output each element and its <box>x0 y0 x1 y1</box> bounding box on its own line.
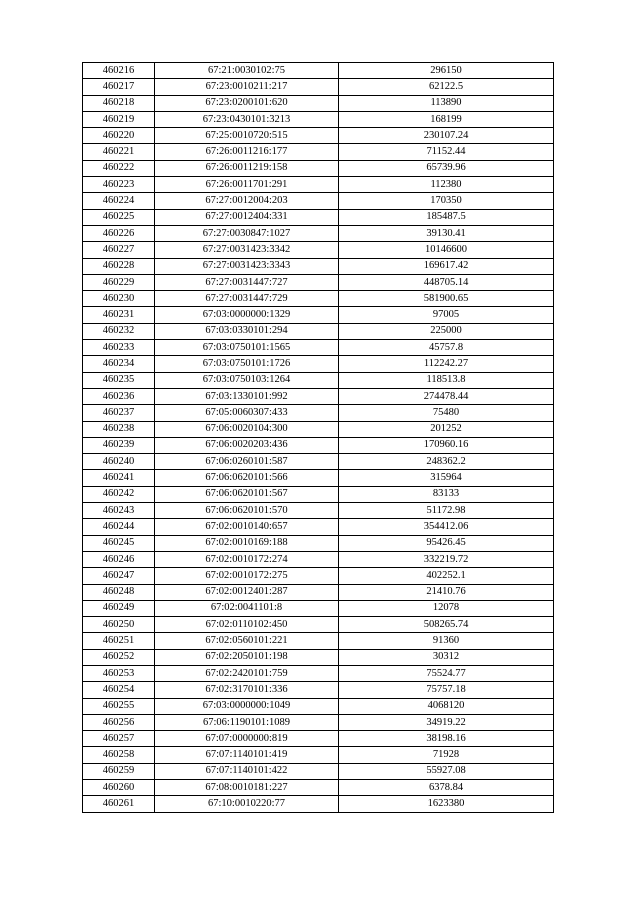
cadastral-number-cell: 67:02:0010172:275 <box>155 568 339 584</box>
table-row <box>83 242 554 258</box>
value-cell: 4068120 <box>339 698 554 714</box>
table-row <box>83 193 554 209</box>
cadastral-number-cell: 67:23:0430101:3213 <box>155 111 339 127</box>
cadastral-number-cell: 67:06:0260101:587 <box>155 454 339 470</box>
record-id-cell: 460258 <box>83 747 155 763</box>
cadastral-number-cell: 67:06:0620101:570 <box>155 503 339 519</box>
cadastral-number-cell: 67:23:0010211:217 <box>155 79 339 95</box>
value-cell: 6378.84 <box>339 780 554 796</box>
value-cell: 75757.18 <box>339 682 554 698</box>
value-cell: 39130.41 <box>339 225 554 241</box>
cadastral-number-cell: 67:25:0010720:515 <box>155 128 339 144</box>
value-cell: 118513.8 <box>339 372 554 388</box>
table-row <box>83 225 554 241</box>
table-row <box>83 584 554 600</box>
table-row <box>83 209 554 225</box>
cadastral-number-cell: 67:03:0330101:294 <box>155 323 339 339</box>
record-id-cell: 460228 <box>83 258 155 274</box>
record-id-cell: 460221 <box>83 144 155 160</box>
cadastral-number-cell: 67:02:0012401:287 <box>155 584 339 600</box>
record-id-cell: 460232 <box>83 323 155 339</box>
table-row <box>83 763 554 779</box>
table-row <box>83 144 554 160</box>
cadastral-number-cell: 67:06:0020203:436 <box>155 437 339 453</box>
value-cell: 75480 <box>339 405 554 421</box>
record-id-cell: 460246 <box>83 551 155 567</box>
value-cell: 225000 <box>339 323 554 339</box>
cadastral-number-cell: 67:26:0011701:291 <box>155 177 339 193</box>
table-row <box>83 665 554 681</box>
record-id-cell: 460219 <box>83 111 155 127</box>
table-row <box>83 111 554 127</box>
record-id-cell: 460248 <box>83 584 155 600</box>
cadastral-number-cell: 67:02:0110102:450 <box>155 617 339 633</box>
value-cell: 45757.8 <box>339 340 554 356</box>
table-row <box>83 551 554 567</box>
cadastral-number-cell: 67:27:0030847:1027 <box>155 225 339 241</box>
value-cell: 112380 <box>339 177 554 193</box>
value-cell: 10146600 <box>339 242 554 258</box>
cadastral-number-cell: 67:03:1330101:992 <box>155 388 339 404</box>
record-id-cell: 460253 <box>83 665 155 681</box>
table-row <box>83 503 554 519</box>
cadastral-number-cell: 67:03:0750101:1726 <box>155 356 339 372</box>
table-row <box>83 454 554 470</box>
record-id-cell: 460239 <box>83 437 155 453</box>
cadastral-number-cell: 67:23:0200101:620 <box>155 95 339 111</box>
value-cell: 65739.96 <box>339 160 554 176</box>
table-row <box>83 274 554 290</box>
cadastral-number-cell: 67:03:0000000:1329 <box>155 307 339 323</box>
cadastral-number-cell: 67:02:0560101:221 <box>155 633 339 649</box>
table-row <box>83 356 554 372</box>
record-id-cell: 460235 <box>83 372 155 388</box>
table-row <box>83 600 554 616</box>
cadastral-number-cell: 67:27:0031447:729 <box>155 291 339 307</box>
table-row <box>83 535 554 551</box>
record-id-cell: 460216 <box>83 63 155 79</box>
cadastral-number-cell: 67:26:0011216:177 <box>155 144 339 160</box>
records-table <box>82 62 554 813</box>
value-cell: 248362.2 <box>339 454 554 470</box>
cadastral-number-cell: 67:10:0010220:77 <box>155 796 339 812</box>
table-row <box>83 698 554 714</box>
record-id-cell: 460249 <box>83 600 155 616</box>
record-id-cell: 460254 <box>83 682 155 698</box>
record-id-cell: 460251 <box>83 633 155 649</box>
record-id-cell: 460261 <box>83 796 155 812</box>
value-cell: 51172.98 <box>339 503 554 519</box>
value-cell: 185487.5 <box>339 209 554 225</box>
table-row <box>83 307 554 323</box>
value-cell: 38198.16 <box>339 731 554 747</box>
cadastral-number-cell: 67:26:0011219:158 <box>155 160 339 176</box>
table-row <box>83 95 554 111</box>
table-row <box>83 633 554 649</box>
value-cell: 448705.14 <box>339 274 554 290</box>
table-row <box>83 340 554 356</box>
cadastral-number-cell: 67:27:0031423:3342 <box>155 242 339 258</box>
value-cell: 581900.65 <box>339 291 554 307</box>
record-id-cell: 460244 <box>83 519 155 535</box>
cadastral-number-cell: 67:02:0010140:657 <box>155 519 339 535</box>
cadastral-number-cell: 67:02:0010169:188 <box>155 535 339 551</box>
table-row <box>83 682 554 698</box>
value-cell: 354412.06 <box>339 519 554 535</box>
table-row <box>83 160 554 176</box>
table-row <box>83 372 554 388</box>
cadastral-number-cell: 67:06:0020104:300 <box>155 421 339 437</box>
cadastral-number-cell: 67:07:0000000:819 <box>155 731 339 747</box>
record-id-cell: 460256 <box>83 714 155 730</box>
cadastral-number-cell: 67:27:0012404:331 <box>155 209 339 225</box>
value-cell: 201252 <box>339 421 554 437</box>
value-cell: 71928 <box>339 747 554 763</box>
table-row <box>83 780 554 796</box>
table-row <box>83 405 554 421</box>
cadastral-number-cell: 67:07:1140101:422 <box>155 763 339 779</box>
cadastral-number-cell: 67:02:2050101:198 <box>155 649 339 665</box>
cadastral-number-cell: 67:03:0750101:1565 <box>155 340 339 356</box>
record-id-cell: 460237 <box>83 405 155 421</box>
value-cell: 274478.44 <box>339 388 554 404</box>
table-row <box>83 796 554 812</box>
record-id-cell: 460238 <box>83 421 155 437</box>
record-id-cell: 460236 <box>83 388 155 404</box>
record-id-cell: 460247 <box>83 568 155 584</box>
record-id-cell: 460245 <box>83 535 155 551</box>
record-id-cell: 460257 <box>83 731 155 747</box>
value-cell: 315964 <box>339 470 554 486</box>
record-id-cell: 460223 <box>83 177 155 193</box>
value-cell: 97005 <box>339 307 554 323</box>
table-row <box>83 388 554 404</box>
table-row <box>83 421 554 437</box>
value-cell: 83133 <box>339 486 554 502</box>
record-id-cell: 460233 <box>83 340 155 356</box>
cadastral-number-cell: 67:03:0750103:1264 <box>155 372 339 388</box>
table-row <box>83 568 554 584</box>
record-id-cell: 460241 <box>83 470 155 486</box>
table-row <box>83 714 554 730</box>
table-row <box>83 437 554 453</box>
table-row <box>83 258 554 274</box>
value-cell: 55927.08 <box>339 763 554 779</box>
value-cell: 34919.22 <box>339 714 554 730</box>
record-id-cell: 460243 <box>83 503 155 519</box>
cadastral-number-cell: 67:27:0031423:3343 <box>155 258 339 274</box>
value-cell: 508265.74 <box>339 617 554 633</box>
value-cell: 71152.44 <box>339 144 554 160</box>
value-cell: 169617.42 <box>339 258 554 274</box>
value-cell: 170960.16 <box>339 437 554 453</box>
value-cell: 75524.77 <box>339 665 554 681</box>
cadastral-number-cell: 67:02:0041101:8 <box>155 600 339 616</box>
value-cell: 113890 <box>339 95 554 111</box>
record-id-cell: 460259 <box>83 763 155 779</box>
record-id-cell: 460240 <box>83 454 155 470</box>
table-row <box>83 486 554 502</box>
cadastral-number-cell: 67:05:0060307:433 <box>155 405 339 421</box>
value-cell: 21410.76 <box>339 584 554 600</box>
record-id-cell: 460227 <box>83 242 155 258</box>
value-cell: 112242.27 <box>339 356 554 372</box>
record-id-cell: 460242 <box>83 486 155 502</box>
record-id-cell: 460260 <box>83 780 155 796</box>
cadastral-number-cell: 67:06:0620101:567 <box>155 486 339 502</box>
table-row <box>83 617 554 633</box>
record-id-cell: 460224 <box>83 193 155 209</box>
record-id-cell: 460217 <box>83 79 155 95</box>
record-id-cell: 460218 <box>83 95 155 111</box>
cadastral-number-cell: 67:02:3170101:336 <box>155 682 339 698</box>
record-id-cell: 460252 <box>83 649 155 665</box>
table-row <box>83 470 554 486</box>
table-row <box>83 79 554 95</box>
cadastral-number-cell: 67:27:0031447:727 <box>155 274 339 290</box>
table-row <box>83 128 554 144</box>
value-cell: 12078 <box>339 600 554 616</box>
record-id-cell: 460234 <box>83 356 155 372</box>
record-id-cell: 460230 <box>83 291 155 307</box>
table-row <box>83 177 554 193</box>
record-id-cell: 460222 <box>83 160 155 176</box>
value-cell: 168199 <box>339 111 554 127</box>
record-id-cell: 460231 <box>83 307 155 323</box>
value-cell: 402252.1 <box>339 568 554 584</box>
cadastral-number-cell: 67:27:0012004:203 <box>155 193 339 209</box>
cadastral-number-cell: 67:21:0030102:75 <box>155 63 339 79</box>
table-row <box>83 519 554 535</box>
record-id-cell: 460255 <box>83 698 155 714</box>
value-cell: 95426.45 <box>339 535 554 551</box>
record-id-cell: 460250 <box>83 617 155 633</box>
value-cell: 62122.5 <box>339 79 554 95</box>
value-cell: 332219.72 <box>339 551 554 567</box>
table-row <box>83 291 554 307</box>
table-row <box>83 747 554 763</box>
record-id-cell: 460225 <box>83 209 155 225</box>
record-id-cell: 460220 <box>83 128 155 144</box>
table-row <box>83 63 554 79</box>
cadastral-number-cell: 67:03:0000000:1049 <box>155 698 339 714</box>
value-cell: 296150 <box>339 63 554 79</box>
cadastral-number-cell: 67:07:1140101:419 <box>155 747 339 763</box>
record-id-cell: 460226 <box>83 225 155 241</box>
record-id-cell: 460229 <box>83 274 155 290</box>
value-cell: 91360 <box>339 633 554 649</box>
cadastral-number-cell: 67:06:1190101:1089 <box>155 714 339 730</box>
cadastral-number-cell: 67:06:0620101:566 <box>155 470 339 486</box>
cadastral-number-cell: 67:02:0010172:274 <box>155 551 339 567</box>
value-cell: 1623380 <box>339 796 554 812</box>
value-cell: 30312 <box>339 649 554 665</box>
cadastral-number-cell: 67:02:2420101:759 <box>155 665 339 681</box>
cadastral-number-cell: 67:08:0010181:227 <box>155 780 339 796</box>
table-row <box>83 323 554 339</box>
table-row <box>83 731 554 747</box>
records-table-body <box>83 63 554 813</box>
value-cell: 230107.24 <box>339 128 554 144</box>
value-cell: 170350 <box>339 193 554 209</box>
table-row <box>83 649 554 665</box>
